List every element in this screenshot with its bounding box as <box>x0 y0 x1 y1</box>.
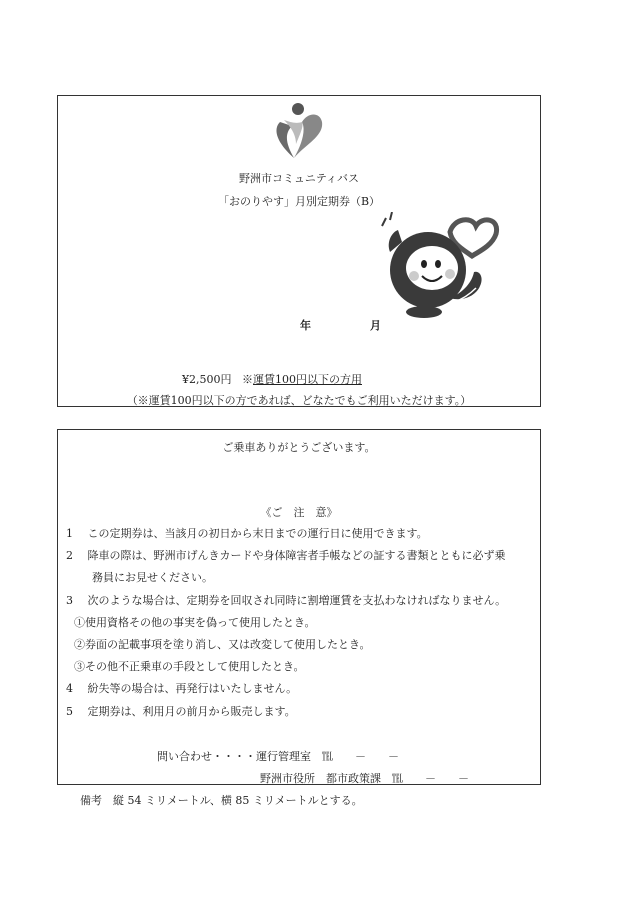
year-label: 年 <box>300 319 311 332</box>
contact-line-2: 野洲市役所 都市政策課 ℡ － － <box>260 772 469 785</box>
caution-title: 《ご 注 意》 <box>260 506 338 519</box>
month-label: 月 <box>370 319 381 332</box>
notice-subitem: ②券面の記載事項を塗り消し、又は改変して使用したとき。 <box>74 638 371 651</box>
price: ¥2,500円 <box>182 373 232 386</box>
footnote: 備考 縦 54 ミリメートル、横 85 ミリメートルとする。 <box>80 794 363 807</box>
notice-subitem: ③その他不正乗車の手段として使用したとき。 <box>74 660 305 673</box>
thanks-message: ご乗車ありがとうございます。 <box>222 441 376 454</box>
notice-item: 2 降車の際は、野洲市げんきカードや身体障害者手帳などの証する書類とともに必ず乗 <box>66 549 506 562</box>
price-line <box>182 371 362 387</box>
title-line-2: 「おのりやす」月別定期券（B） <box>217 195 381 208</box>
notice-item: 務員にお見せください。 <box>92 571 213 584</box>
notice-item: 1 この定期券は、当該月の初日から末日までの運行日に使用できます。 <box>66 527 428 540</box>
notice-item: 5 定期券は、利用月の前月から販売します。 <box>66 705 296 718</box>
price-mark: ※ <box>242 373 253 386</box>
eligibility-note: （※運賃100円以下の方であれば、どなたでもご利用いただけます。） <box>126 394 472 407</box>
notice-subitem: ①使用資格その他の事実を偽って使用したとき。 <box>74 616 316 629</box>
title-line-1: 野洲市コミュニティバス <box>239 172 359 185</box>
notice-item: 4 紛失等の場合は、再発行はいたしません。 <box>66 682 298 695</box>
mascot-character <box>380 212 500 322</box>
pass-front-card <box>57 95 541 407</box>
target-label: 運賃100円以下の方用 <box>253 373 362 386</box>
heart-figure-logo <box>272 100 328 162</box>
notice-item: 3 次のような場合は、定期券を回収され同時に割増運賃を支払わなければなりません。 <box>66 594 507 607</box>
contact-line-1: 問い合わせ・・・・運行管理室 ℡ － － <box>157 750 399 763</box>
pass-back-card <box>57 429 541 785</box>
